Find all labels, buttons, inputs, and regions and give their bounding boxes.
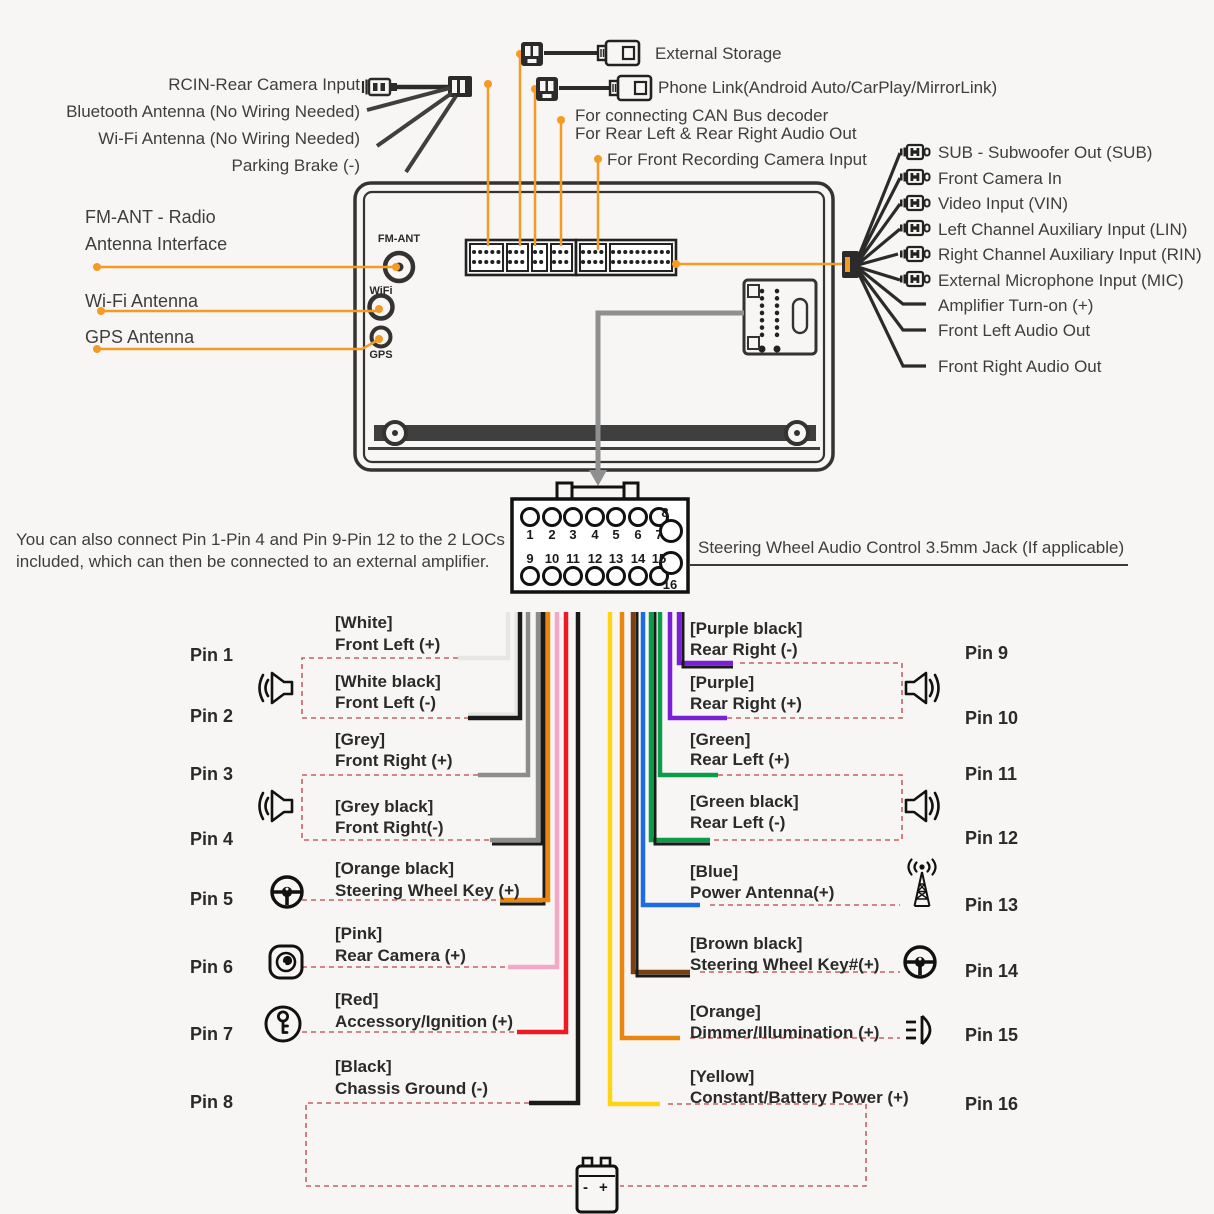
rca-output-label: Front Right Audio Out [938,357,1102,376]
callout-lines [97,54,843,349]
usb-plug-icon [610,76,651,100]
rca-output-label: Front Left Audio Out [938,321,1091,340]
pin-label: Pin 6 [190,957,234,977]
wire-color-tag: [Brown black] [690,934,803,953]
pin-label: Pin 12 [965,828,1019,848]
rca-output-label: Right Channel Auxiliary Input (RIN) [938,245,1202,264]
pin-number: 15 [651,551,667,566]
usb-plug-icon [598,41,639,65]
pin-label: Pin 16 [965,1094,1019,1114]
steering-wheel-icon [905,947,935,977]
pin-label: Pin 3 [190,764,234,784]
pin-number: 4 [591,527,599,542]
pin-label: Pin 9 [965,643,1009,663]
pin-number: 8 [661,505,669,520]
rcin-label: RCIN-Rear Camera Input [168,75,360,94]
rca-output-label: Amplifier Turn-on (+) [938,296,1094,315]
rca-hub-connector [842,251,859,278]
harness-cable-arrow [589,313,744,486]
rear-camera-icon [270,946,302,978]
wire-function-label: Front Right(-) [335,818,444,837]
speaker-icon [260,673,293,703]
wire-color-tag: [Yellow] [690,1067,755,1086]
pin-label: Pin 15 [965,1025,1019,1045]
gps-antenna-callout: GPS Antenna [85,327,195,347]
phone-link-label: Phone Link(Android Auto/CarPlay/MirrorLink) [658,78,998,97]
speaker-icon [260,791,293,821]
pin-number: 14 [630,551,646,566]
loc-note-line2: included, which can then be connected to an external amplifier. [16,552,490,571]
wire-color-tag: [Pink] [335,924,383,943]
wifi-antenna-callout: Wi-Fi Antenna [85,291,199,311]
gps-port-label: GPS [369,349,393,361]
wire-function-label: Steering Wheel Key#(+) [690,955,880,974]
rca-plug-icon [900,221,930,235]
wire-function-label: Rear Right (+) [690,694,802,713]
pin-number: 3 [569,527,577,542]
front-recording-camera-label: For Front Recording Camera Input [607,150,867,169]
speaker-icon [906,673,939,703]
wire-color-tag: [Red] [335,990,379,1009]
pin-number: 7 [655,527,663,542]
rcin-plug-icon [363,79,397,95]
wire-color-tag: [Grey] [335,730,386,749]
power-antenna-icon [909,860,936,907]
wifi-antenna-nowiring-label: Wi-Fi Antenna (No Wiring Needed) [98,129,360,148]
iso-socket [744,280,816,354]
wifi-port-label: WiFi [369,285,393,297]
wire-function-label: Steering Wheel Key (+) [335,881,520,900]
swc-jack-label: Steering Wheel Audio Control 3.5mm Jack (If applicable) [698,538,1125,557]
wire-function-label: Rear Left (+) [690,750,790,769]
wire-function-label: Chassis Ground (-) [335,1079,489,1098]
steering-wheel-icon [272,877,302,907]
rca-plug-icon [900,145,930,159]
wire-color-tag: [Purple] [690,673,755,692]
wire-color-tag: [Orange] [690,1002,761,1021]
pin-number: 16 [662,577,678,592]
wire-color-tag: [Purple black] [690,619,803,638]
wire-function-label: Rear Left (-) [690,813,786,832]
pin-label: Pin 4 [190,829,234,849]
pin-label: Pin 11 [965,764,1018,784]
rca-output-label: External Microphone Input (MIC) [938,271,1184,290]
wire-function-label: Rear Right (-) [690,640,798,659]
rear-connector-strip [466,240,676,275]
pin-label: Pin 8 [190,1092,234,1112]
wire-color-tag: [White] [335,613,393,632]
wire-function-label: Rear Camera (+) [335,946,466,965]
rear-audio-out-label: For Rear Left & Rear Right Audio Out [575,124,857,143]
rca-output-label: SUB - Subwoofer Out (SUB) [938,143,1153,162]
battery-minus-mark: - [583,1179,588,1196]
pin-number: 2 [548,527,556,542]
wire-color-tag: [Green] [690,730,751,749]
wire-function-label: Front Right (+) [335,751,453,770]
pin-label: Pin 2 [190,706,234,726]
wire-function-label: Constant/Battery Power (+) [690,1088,909,1107]
wire-function-label: Power Antenna(+) [690,883,835,902]
loc-note-line1: You can also connect Pin 1-Pin 4 and Pin 9-Pin 12 to the 2 LOCs [16,530,505,549]
rca-plug-icon [900,196,930,210]
pin-number: 5 [612,527,620,542]
wire-pin1 [458,612,508,658]
speaker-icon [906,791,939,821]
battery-plus-mark: + [599,1179,608,1196]
headlight-icon [906,1016,930,1044]
pin-label: Pin 13 [965,895,1019,915]
fm-ant-port-label: FM-ANT [377,233,421,245]
pin-label: Pin 7 [190,1024,234,1044]
wire-function-label: Front Left (-) [335,693,437,712]
rca-output-label: Left Channel Auxiliary Input (LIN) [938,220,1188,239]
pin-number: 6 [634,527,642,542]
pin-number: 11 [566,551,580,566]
wire-function-label: Front Left (+) [335,635,441,654]
pin-number: 1 [526,527,534,542]
fm-ant-callout-line2: Antenna Interface [85,234,228,254]
pin-number: 13 [608,551,624,566]
pin-number: 9 [526,551,534,566]
pin-number: 10 [544,551,560,566]
pin-label: Pin 14 [965,961,1019,981]
antenna-fan-cables [367,88,456,172]
phone-link-plug-icon [536,77,558,101]
fm-ant-callout-line1: FM-ANT - Radio [85,207,216,227]
parking-brake-label: Parking Brake (-) [231,156,360,175]
bluetooth-antenna-label: Bluetooth Antenna (No Wiring Needed) [66,102,360,121]
wire-color-tag: [Blue] [690,862,739,881]
pin-number: 12 [587,551,603,566]
pin-label: Pin 5 [190,889,234,909]
wire-pin2 [468,612,520,718]
wire-function-label: Accessory/Ignition (+) [335,1012,514,1031]
rca-plug-icon [900,170,930,184]
pin-label: Pin 1 [190,645,234,665]
pin-label: Pin 10 [965,708,1019,728]
rca-output-label: Front Camera In [938,169,1062,188]
wire-color-tag: [Grey black] [335,797,434,816]
wire-color-tag: [Black] [335,1057,392,1076]
rca-plug-icon [900,272,930,286]
external-storage-label: External Storage [655,44,782,63]
wire-color-tag: [Orange black] [335,859,455,878]
wire-function-label: Dimmer/Illumination (+) [690,1023,880,1042]
external-storage-plug-icon [521,42,543,66]
wire-color-tag: [Green black] [690,792,799,811]
wire-pin4 [490,612,538,840]
ignition-key-icon [266,1007,300,1041]
rca-plug-icon [900,247,930,261]
wire-color-tag: [White black] [335,672,441,691]
rca-output-label: Video Input (VIN) [938,194,1069,213]
can-bus-label: For connecting CAN Bus decoder [575,106,829,125]
